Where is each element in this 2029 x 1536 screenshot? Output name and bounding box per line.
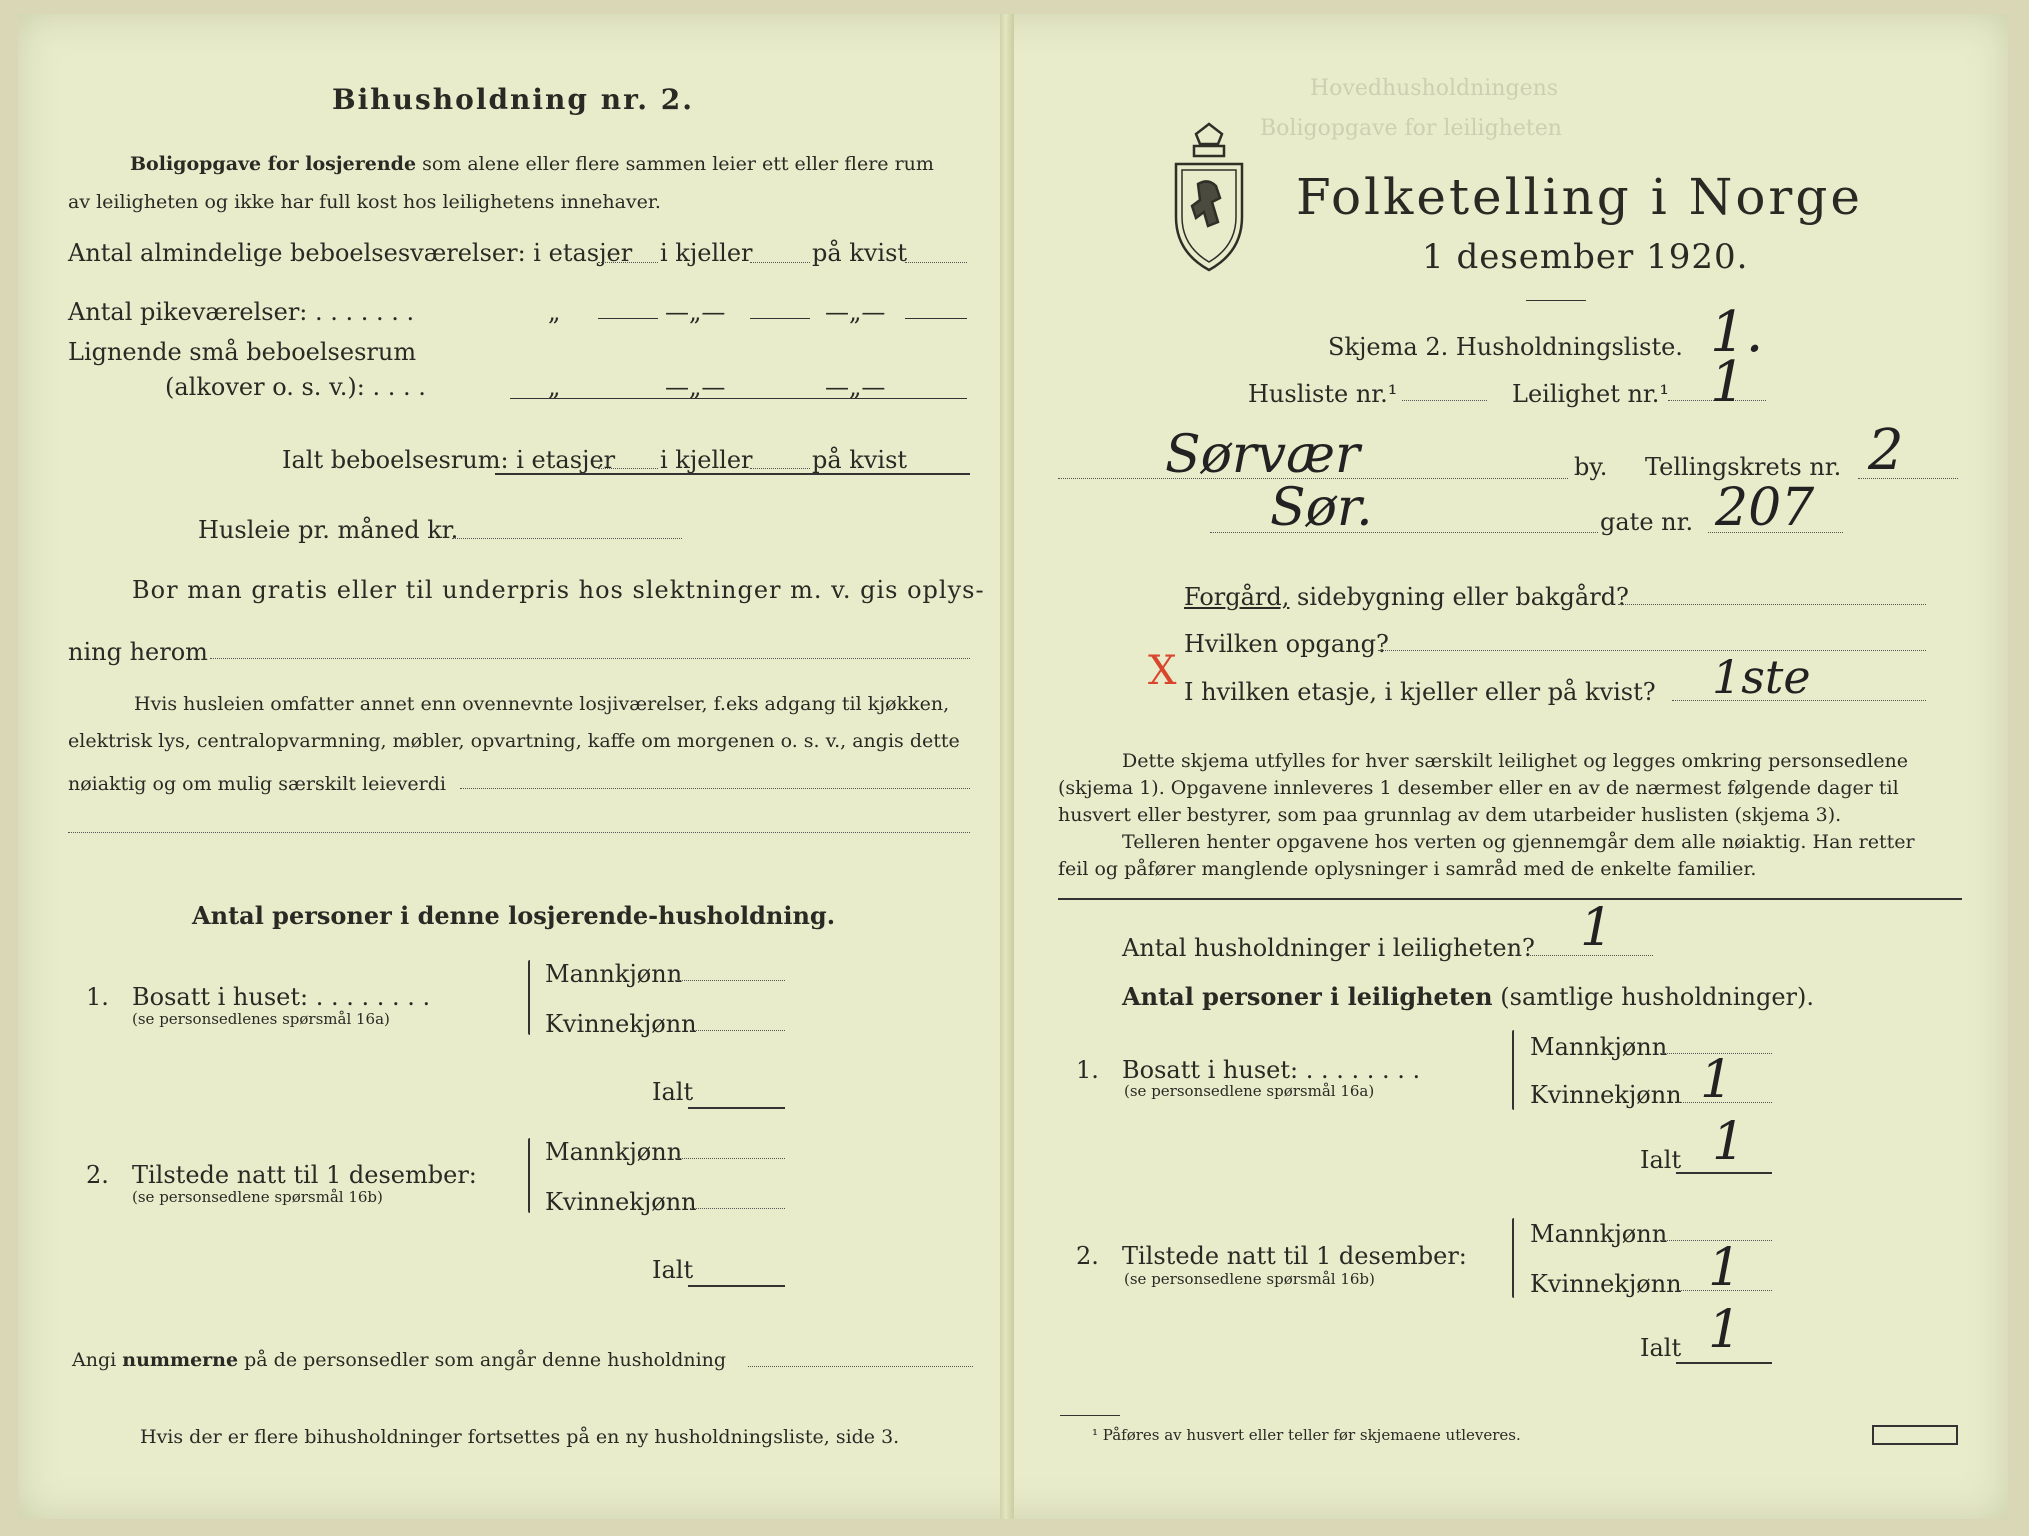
right-q1-kvinne: Kvinnekjønn [1530,1081,1682,1109]
lignende-label-2: (alkover o. s. v.): . . . . [165,373,426,401]
right-q2-ialt-field[interactable] [1676,1362,1772,1364]
hvis-line2: elektrisk lys, centralopvarmning, møbler, opvartning, kaffe om morgenen o. s. v., angis dette [68,730,960,752]
hw-bosatt-kvinne: 1 [1700,1050,1734,1110]
instr-line1: Dette skjema utfylles for hver særskilt leilighet og legges omkring personsedlene [1122,750,1908,772]
lignende-label-1: Lignende små beboelsesrum [68,338,417,366]
pike-ditto-3: —„— [825,298,886,326]
left-q2-mann-field[interactable] [675,1158,785,1159]
pike-label: Antal pikeværelser: . . . . . . . [68,298,415,326]
right-q1-sub: (se personsedlene spørsmål 16a) [1124,1082,1375,1100]
rooms-kjeller-field[interactable] [750,262,810,263]
ialt-rooms-label: Ialt beboelsesrum: i etasjer [282,446,616,474]
lignende-ditto-3: —„— [825,373,886,401]
page-fold [1000,14,1014,1519]
husleie-label: Husleie pr. måned kr. [198,516,459,544]
right-q2-ialt: Ialt [1640,1334,1682,1362]
hvis-field[interactable] [460,788,970,789]
pike-ditto: „ [548,298,561,326]
left-q2-kvinne-field[interactable] [690,1208,785,1209]
left-q2-label: Tilstede natt til 1 desember: [132,1161,477,1189]
by-label: by. [1574,453,1608,481]
left-q1-sub: (se personsedlenes spørsmål 16a) [132,1010,390,1028]
antal-hush-label: Antal husholdninger i leiligheten? [1122,934,1535,962]
rooms-label: Antal almindelige beboelsesværelser: i etasjer [68,239,633,267]
printer-stamp [1872,1425,1958,1445]
forgard-underlined: Forgård, [1184,583,1290,611]
left-intro-line2: av leiligheten og ikke har full kost hos leilighetens innehaver. [68,191,661,213]
right-q2-num: 2. [1076,1242,1099,1270]
right-q1-ialt-field[interactable] [1676,1172,1772,1174]
right-q2-mann: Mannkjønn [1530,1220,1668,1248]
tellingskrets-label: Tellingskrets nr. [1645,453,1842,481]
bor-field[interactable] [210,658,970,659]
leilighet-label: Leilighet nr.¹ [1512,380,1670,408]
hvis-line1: Hvis husleien omfatter annet enn ovennevnte losjiværelser, f.eks adgang til kjøkken, [134,693,950,715]
angi-rest: på de personsedler som angår denne husholdning [244,1349,727,1371]
angi-line [72,1351,726,1370]
hw-gate-no: 207 [1715,478,1815,538]
pike-field-2[interactable] [750,318,810,319]
hw-bosatt-ialt: 1 [1712,1112,1746,1172]
rooms-kvist-field[interactable] [905,262,967,263]
left-q1-ialt: Ialt [652,1078,694,1106]
angi-bold: nummerne [122,1349,239,1371]
opgang-field[interactable] [1378,650,1926,651]
left-q2-num: 2. [86,1161,109,1189]
lignende-field[interactable] [510,398,967,399]
skjema-label: Skjema 2. Husholdningsliste. [1328,333,1683,361]
left-footer: Hvis der er flere bihusholdninger fortsettes på en ny husholdningsliste, side 3. [140,1426,900,1448]
right-date: 1 desember 1920. [1422,237,1749,277]
angi-field[interactable] [748,1366,973,1367]
left-q2-kvinne: Kvinnekjønn [545,1188,697,1216]
faint-header-2: Boligopgave for leiligheten [1260,116,1562,141]
ialt-kvist-label: på kvist [812,446,908,474]
right-q1-brace [1512,1030,1514,1110]
pike-ditto-2: —„— [665,298,726,326]
left-q2-brace [528,1138,530,1213]
antal-pers-line [1122,982,1815,1011]
bor-line2: ning herom [68,638,208,666]
husliste-label: Husliste nr.¹ [1248,380,1398,408]
footnote-rule [1060,1415,1120,1416]
norwegian-coat-of-arms-icon [1168,122,1250,272]
left-q1-kvinne-field[interactable] [690,1030,785,1031]
left-q2-sub: (se personsedlene spørsmål 16b) [132,1188,383,1206]
right-q2-label: Tilstede natt til 1 desember: [1122,1242,1467,1270]
rooms-kjeller-label: i kjeller [660,239,753,267]
right-q1-num: 1. [1076,1056,1099,1084]
pike-field-1[interactable] [598,318,658,319]
ialt-kjeller-field[interactable] [750,468,810,469]
left-q2-mann: Mannkjønn [545,1138,683,1166]
hvis-line3: nøiaktig og om mulig særskilt leieverdi [68,773,446,795]
faint-header-1: Hovedhusholdningens [1310,76,1559,101]
left-intro-line1 [130,155,934,174]
pike-field-3[interactable] [905,318,967,319]
hw-skjema-no: 1. [1710,300,1764,365]
hw-red-mark: X [1148,648,1177,694]
hw-etasje: 1ste [1712,650,1811,704]
instr-line4: Telleren henter opgavene hos verten og gjennemgår dem alle nøiaktig. Han retter [1122,831,1915,853]
husliste-field[interactable] [1402,400,1487,401]
left-q1-mann: Mannkjønn [545,960,683,988]
husleie-field[interactable] [452,538,682,539]
rooms-kvist-label: på kvist [812,239,908,267]
hw-street: Sør. [1270,478,1373,538]
instr-rule [1058,898,1962,900]
instr-line3: husvert eller bestyrer, som paa grunnlag av dem utarbeider huslisten (skjema 3). [1058,804,1842,826]
forgard-rest: sidebygning eller bakgård? [1297,583,1629,611]
left-q1-ialt-field[interactable] [688,1107,785,1109]
right-q1-label: Bosatt i huset: . . . . . . . . [1122,1056,1421,1084]
right-q2-sub: (se personsedlene spørsmål 16b) [1124,1270,1375,1288]
antal-pers-bold: Antal personer i leiligheten [1122,982,1493,1011]
footnote: ¹ Påføres av husvert eller teller før skjemaene utleveres. [1092,1426,1521,1444]
ialt-rooms-underline [495,473,970,475]
left-q1-brace [528,960,530,1035]
left-q2-ialt: Ialt [652,1256,694,1284]
rooms-etasjer-field[interactable] [598,262,658,263]
left-q1-mann-field[interactable] [675,980,785,981]
left-antal-heading: Antal personer i denne losjerende-husholdning. [192,901,836,930]
angi-pre: Angi [72,1349,117,1371]
street-field[interactable] [1210,532,1598,533]
antal-pers-rest: (samtlige husholdninger). [1500,983,1815,1011]
title-rule [1526,300,1586,301]
forgard-field[interactable] [1618,604,1926,605]
ialt-etasjer-field[interactable] [598,468,658,469]
left-q1-kvinne: Kvinnekjønn [545,1010,697,1038]
right-q1-ialt: Ialt [1640,1146,1682,1174]
ialt-kjeller-label: i kjeller [660,446,753,474]
hw-krets-no: 2 [1868,418,1904,483]
hw-hush: 1 [1580,898,1614,958]
instr-line5: feil og påfører manglende oplysninger i samråd med de enkelte familier. [1058,858,1757,880]
hvis-field-2[interactable] [68,832,970,833]
forgard-line [1184,585,1629,609]
intro-bold: Boligopgave for losjerende [130,153,417,175]
right-q1-mann: Mannkjønn [1530,1033,1668,1061]
left-q2-ialt-field[interactable] [688,1285,785,1287]
instr-line2: (skjema 1). Opgavene innleveres 1 desember eller en av de nærmest følgende dager til [1058,777,1899,799]
hw-tilstede-kvinne: 1 [1708,1238,1742,1298]
hw-leilighet-no: 1 [1710,350,1746,415]
gate-label: gate nr. [1600,508,1694,536]
lignende-ditto-2: —„— [665,373,726,401]
lignende-ditto: „ [548,373,561,401]
left-q1-label: Bosatt i huset: . . . . . . . . [132,983,431,1011]
left-q1-num: 1. [86,983,109,1011]
bor-line1: Bor man gratis eller til underpris hos slektninger m. v. gis oplys- [132,576,985,604]
intro-rest: som alene eller flere sammen leier ett eller flere rum [422,153,934,175]
left-title: Bihusholdning nr. 2. [332,83,694,116]
etasje-label: I hvilken etasje, i kjeller eller på kvist? [1184,678,1656,706]
hw-city: Sørvær [1165,425,1360,485]
right-q2-brace [1512,1218,1514,1298]
right-title: Folketelling i Norge [1296,168,1863,226]
right-q2-kvinne: Kvinnekjønn [1530,1270,1682,1298]
hw-tilstede-ialt: 1 [1708,1300,1742,1360]
opgang-label: Hvilken opgang? [1184,630,1389,658]
